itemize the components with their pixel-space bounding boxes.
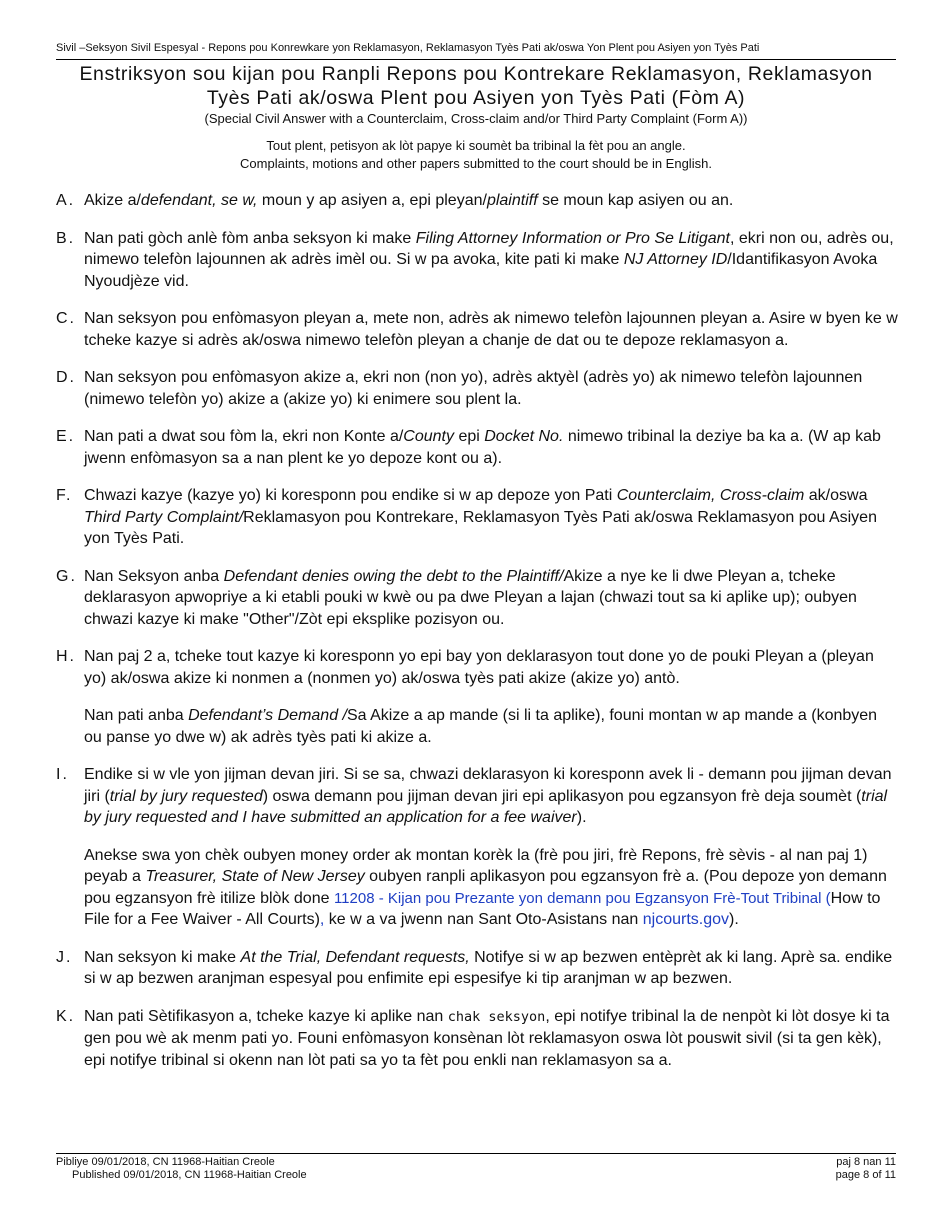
njcourts-link[interactable]: njcourts.gov (642, 911, 730, 928)
language-notice (56, 137, 896, 173)
footer-divider (56, 1153, 896, 1154)
instruction-list (56, 190, 898, 1087)
item-text: Nan pati Sètifikasyon a, tcheke kazye ki aplike nan chak seksyon, epi notifye tribinal la de nenpòt ki lòt dosye ki ta gen pou wè ak menm pati yo. Founi enfòmasyon konsènan lòt reklamasyon oswa lòt pouswit sivil (si ta gen kèk), epi notifye tribinal si okenn nan lòt pati sa yo ta fèt pou enkli nan reklamasyon sa a. (84, 1007, 890, 1069)
item-text: Nan pati a dwat sou fòm la, ekri non Konte a/County epi Docket No. nimewo tribinal la deziye ba ka a. (W ap kab jwenn enfòmasyon sa a nan plent ke yo depoze kont ou a). (84, 428, 881, 467)
item-text: Nan seksyon pou enfòmasyon pleyan a, mete non, adrès ak nimewo telefòn lajounnen pleyan a. Asire w byen ke w tcheke kazye si adrès ak/oswa nimewo telefòn pleyan a chanje de dat ou te depoze reklamasyon a. (84, 310, 898, 349)
item-letter: F. (56, 487, 73, 504)
item-letter: B. (56, 229, 76, 247)
item-letter: C. (56, 310, 76, 327)
item-letter: A. (56, 192, 76, 209)
page-number-creole: paj 8 nan 11 (836, 1156, 896, 1168)
fee-waiver-link[interactable]: 11208 - Kijan pou Prezante yon demann pou Egzansyon Frè-Tout Tribinal ( (333, 889, 831, 907)
page-number-english: page 8 of 11 (835, 1169, 896, 1181)
instruction-f (56, 485, 898, 550)
instruction-e (56, 426, 898, 469)
instruction-j (56, 947, 898, 990)
item-letter: K. (56, 1007, 76, 1025)
notice-creole: Tout plent, petisyon ak lòt papye ki soumèt ba tribinal la fèt pou an angle. (266, 138, 686, 153)
footer-published-english: Published 09/01/2018, CN 11968-Haitian Creole (72, 1169, 307, 1181)
title-line-2: Tyès Pati ak/oswa Plent pou Asiyen yon Tyès Pati (Fòm A) (206, 87, 746, 109)
page-subtitle: (Special Civil Answer with a Counterclaim, Cross-claim and/or Third Party Complaint (Form A)) (204, 111, 748, 126)
footer-published-creole: Pibliye 09/01/2018, CN 11968-Haitian Creole (56, 1156, 275, 1168)
item-text: Endike si w vle yon jijman devan jiri. Si se sa, chwazi deklarasyon ki koresponn avek li - demann pou jijman devan jiri (trial by jury requested) oswa demann pou jijman devan jiri epi aplikasyon pou egzansyon frè deja soumèt (trial by jury requested and I have submitted an application for a fee waiver). (84, 766, 892, 826)
footer-page-number (836, 1156, 896, 1182)
item-text: Nan pati gòch anlè fòm anba seksyon ki make Filing Attorney Information or Pro Se Litigant, ekri non ou, adrès ou, nimewo telefòn lajounnen ak adrès imèl ou. Si w pa avoka, kite pati ki make NJ Attorney ID/Idantifikasyon Avoka Nyoudjèze vid. (84, 229, 894, 290)
item-letter: I. (56, 766, 69, 783)
instruction-k (56, 1006, 898, 1072)
item-letter: D. (56, 369, 76, 386)
footer-publication (56, 1156, 307, 1182)
instruction-d (56, 367, 898, 410)
item-text: Chwazi kazye (kazye yo) ki koresponn pou endike si w ap depoze yon Pati Counterclaim, Cross-claim ak/oswa Third Party Complaint/Reklamasyon pou Kontrekare, Reklamasyon Tyès Pati ak/oswa Reklamasyon pou Asiyen yon Tyès Pati. (84, 487, 877, 547)
instruction-h (56, 646, 898, 748)
instruction-c (56, 308, 898, 351)
running-head: Sivil –Seksyon Sivil Espesyal - Repons pou Konrewkare yon Reklamasyon, Reklamasyon Tyès Pati ak/oswa Yon Plent pou Asiyen yon Tyès Pati (56, 42, 760, 54)
item-letter: G. (56, 567, 77, 585)
instruction-g (56, 566, 898, 631)
instruction-a (56, 190, 898, 212)
item-text-continued: Nan pati anba Defendant’s Demand /Sa Akize a ap mande (si li ta aplike), founi montan w ap mande a (konbyen ou panse yo dwe w) ak adrès tyès pati ki akize a. (84, 707, 878, 746)
instruction-b (56, 228, 898, 293)
page-title (56, 62, 896, 110)
item-letter: H. (56, 648, 76, 665)
item-text: Nan Seksyon anba Defendant denies owing the debt to the Plaintiff/Akize a nye ke li dwe Pleyan a, tcheke deklarasyon apwopriye a ki etabli pouki w kwè ou pa dwe Pleyan a lajan (chwazi tout sa ki aplike up); oubyen chwazi kazye ki make "Other"/Zòt epi eksplike pozisyon ou. (84, 567, 857, 628)
notice-english: Complaints, motions and other papers submitted to the court should be in English. (240, 156, 712, 171)
title-line-1: Enstriksyon sou kijan pou Ranpli Repons pou Kontrekare Reklamasyon, Reklamasyon (79, 63, 873, 85)
item-text: Nan seksyon pou enfòmasyon akize a, ekri non (non yo), adrès aktyèl (adrès yo) ak nimewo telefòn lajounnen (nimewo telefòn yo) akize a (akize yo) ki enimere sou plent la. (84, 369, 863, 408)
item-text-continued: Anekse swa yon chèk oubyen money order ak montan korèk la (frè pou jiri, frè Repons, frè sèvis - al nan paj 1) peyab a Treasurer, State of New Jersey oubyen ranpli aplikasyon pou egzansyon frè a. (Pou depoze yon demann pou egzansyon frè itilize blòk done 11208 - Kijan pou Prezante yon demann pou Egzansyon Frè-Tout Tribinal (How to File for a Fee Waiver - All Courts), ke w a va jwenn nan Sant Oto-Asistans nan njcourts.gov). (84, 846, 887, 928)
fee-waiver-english: How to File for a Fee Waiver - All Courts) (84, 889, 881, 928)
instruction-i (56, 764, 898, 931)
item-text: Nan paj 2 a, tcheke tout kazye ki koresponn yo epi bay yon deklarasyon tout done yo de pouki Pleyan a (pleyan yo) ak/oswa akize ki nonmen a (nonmen yo) ak/oswa tyès pati akize (akize yo) antò. (84, 648, 874, 687)
item-letter: E. (56, 428, 76, 445)
item-text: Akize a/defendant, se w, moun y ap asiyen a, epi pleyan/plaintiff se moun kap asiyen ou an. (84, 192, 734, 209)
item-letter: J. (56, 948, 73, 966)
item-text: Nan seksyon ki make At the Trial, Defendant requests, Notifye si w ap bezwen entèprèt ak ki lang. Aprè sa. endike si w ap bezwen aranjman espesyal pou enfimite epi espesifye ki tip aranjman w ap bezwen. (84, 948, 893, 987)
header-divider (56, 59, 896, 60)
